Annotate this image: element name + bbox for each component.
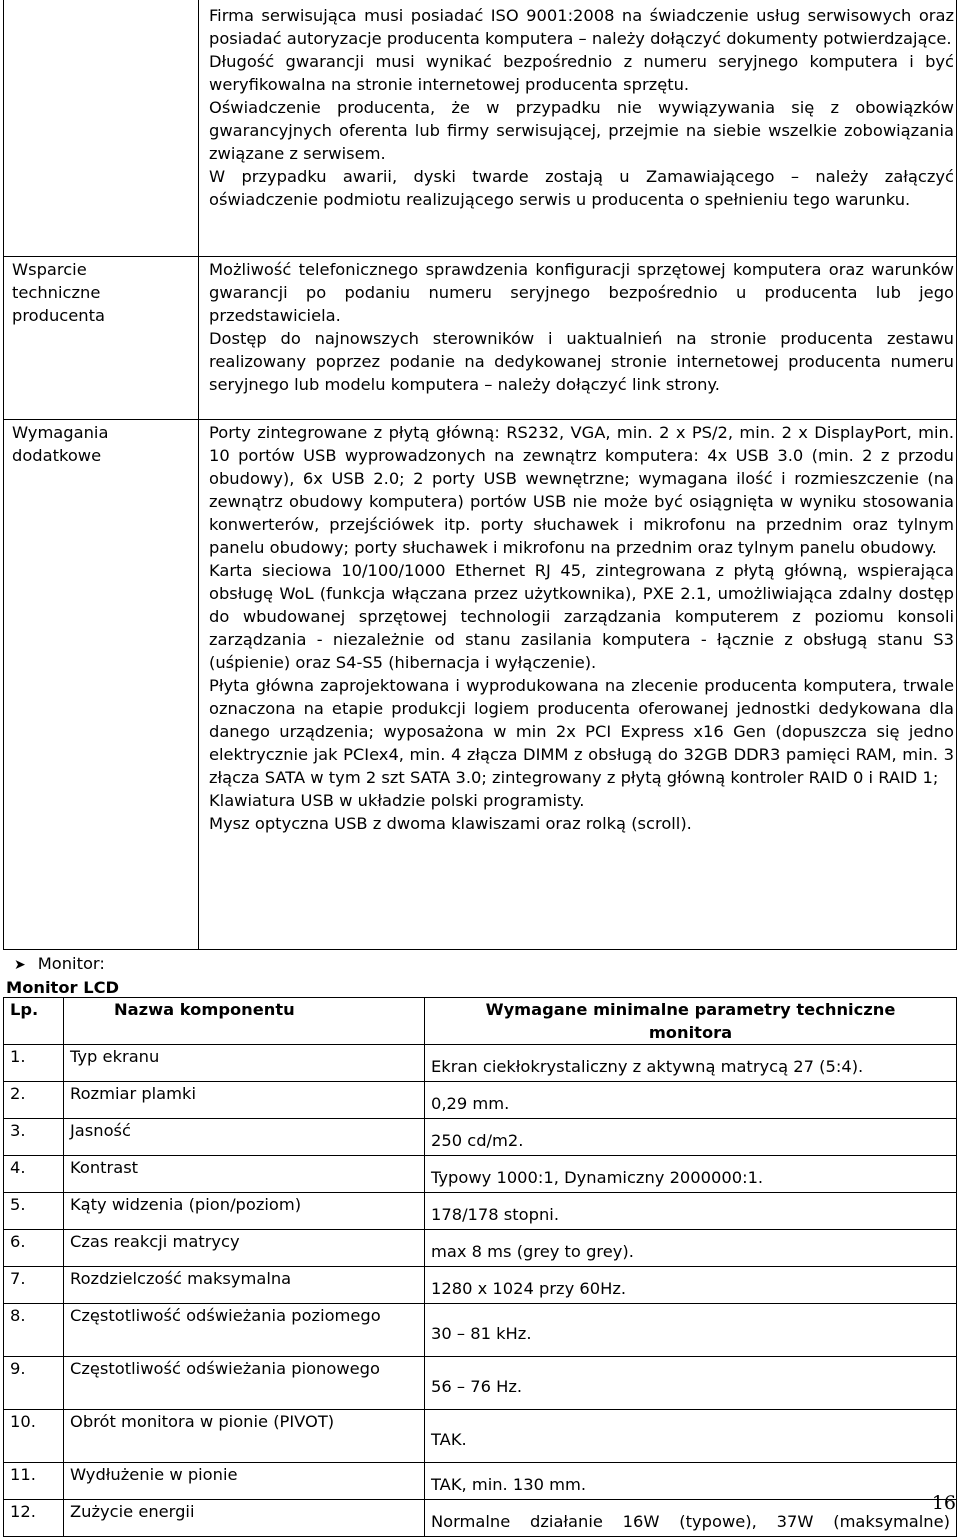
paragraph: Dostęp do najnowszych sterowników i uaktualnień na stronie producenta zestawu realizowany poprzez podanie na dedykowanej stronie internetowej producenta numeru seryjnego lub modelu komputera – należy dołączyć link strony. [209,329,954,394]
requirements-table [3,0,957,950]
paragraph: Porty zintegrowane z płytą główną: RS232, VGA, min. 2 x PS/2, min. 2 x DisplayPort, min. 10 portów USB wyprowadzonych na zewnątrz komputera: 4x USB 3.0 (min. 2 z przodu obudowy), 6x USB 2.0; 2 porty USB wewnętrzne; wymagana ilość i rozmieszczenie (na zewnątrz obudowy komputera) portów USB nie może być osiągnięta w wyniku stosowania konwerterów, przejściówek itp. porty słuchawek i mikrofonu na przednim oraz tylnym panelu obudowy; porty słuchawek i mikrofonu na przednim oraz tylnym panelu obudowy. [209,423,954,557]
table-row: 2. Rozmiar plamki 0,29 mm. [4,1082,957,1119]
paragraph: Płyta główna zaprojektowana i wyprodukowana na zlecenie producenta komputera, trwale oznaczona na etapie produkcji logiem producenta oferowanej jednostki dedykowana dla danego urządzenia; wyposażona w min 2x PCI Express x16 Gen (dopuszcza się jedno elektrycznie jak PCIex4, min. 4 złącza DIMM z obsługą do 32GB DDR3 pamięci RAM, min. 3 złącza SATA w tym 2 szt SATA 3.0; zintegrowany z płytą główną kontroler RAID 0 i RAID 1; [209,676,954,787]
table-row: 10. Obrót monitora w pionie (PIVOT) TAK. [4,1410,957,1463]
header-name: Nazwa komponentu [64,998,425,1045]
table-row: 4. Kontrast Typowy 1000:1, Dynamiczny 2000000:1. [4,1156,957,1193]
row-divider [4,256,956,257]
table-row: 9. Częstotliwość odświeżania pionowego 56 – 76 Hz. [4,1357,957,1410]
paragraph: Klawiatura USB w układzie polski programisty. [209,791,585,810]
bullet-label: Monitor: [37,954,105,973]
monitor-bullet [14,952,105,977]
table-row: 7. Rozdzielczość maksymalna 1280 x 1024 przy 60Hz. [4,1267,957,1304]
support-cell [209,258,954,396]
header-lp: Lp. [4,998,64,1045]
header-params: Wymagane minimalne parametry techniczne monitora [425,998,957,1045]
paragraph: Mysz optyczna USB z dwoma klawiszami oraz rolką (scroll). [209,814,692,833]
row-divider [4,419,956,420]
additional-requirements-label: Wymagania dodatkowe [12,423,109,465]
table-row: 8. Częstotliwość odświeżania poziomego 30 – 81 kHz. [4,1304,957,1357]
table-row: 5. Kąty widzenia (pion/poziom) 178/178 stopni. [4,1193,957,1230]
warranty-cell [209,4,954,211]
paragraph: Karta sieciowa 10/100/1000 Ethernet RJ 45, zintegrowana z płytą główną, wspierająca obsługę WoL (funkcja włączana przez użytkownika), PXE 2.1, umożliwiająca zdalny dostęp do wbudowanej sprzętowej technologii zarządzania komputerem z poziomu konsoli zarządzania - niezależnie od stanu zasilania komputera - łącznie z obsługą stanu S3 (uśpienie) oraz S4-S5 (hibernacja i wyłączenie). [209,561,954,672]
additional-requirements-cell [209,421,954,835]
table-row: 3. Jasność 250 cd/m2. [4,1119,957,1156]
support-label: Wsparcie techniczne producenta [12,260,105,325]
table-row: 12. Zużycie energii Normalne działanie 16W (typowe), 37W (maksymalne) [4,1500,957,1537]
column-divider [198,0,199,949]
paragraph: Możliwość telefonicznego sprawdzenia konfiguracji sprzętowej komputera oraz warunków gwarancji po podaniu numeru seryjnego bezpośrednio u producenta lub jego przedstawiciela. [209,260,954,325]
page-number: 16 [931,1492,956,1514]
arrow-bullet-icon: ➤ [14,957,26,973]
paragraph: Firma serwisująca musi posiadać ISO 9001:2008 na świadczenie usług serwisowych oraz posiadać autoryzacje producenta komputera – należy dołączyć dokumenty potwierdzające. [209,6,954,48]
paragraph: W przypadku awarii, dyski twarde zostają u Zamawiającego – należy załączyć oświadczenie podmiotu realizującego serwis u producenta o spełnieniu tego warunku. [209,167,954,209]
paragraph: Długość gwarancji musi wynikać bezpośrednio z numeru seryjnego komputera i być weryfikowalna na stronie internetowej producenta sprzętu. [209,52,954,94]
monitor-spec-table [3,997,957,1537]
table-row: 1. Typ ekranu Ekran ciekłokrystaliczny z aktywną matrycą 27 (5:4). [4,1045,957,1082]
table-row: 11. Wydłużenie w pionie TAK, min. 130 mm. [4,1463,957,1500]
section-title: Monitor LCD [6,978,120,997]
table-header-row [4,998,957,1045]
paragraph: Oświadczenie producenta, że w przypadku nie wywiązywania się z obowiązków gwarancyjnych oferenta lub firmy serwisującej, przejmie na siebie wszelkie zobowiązania związane z serwisem. [209,98,954,163]
table-row: 6. Czas reakcji matrycy max 8 ms (grey to grey). [4,1230,957,1267]
